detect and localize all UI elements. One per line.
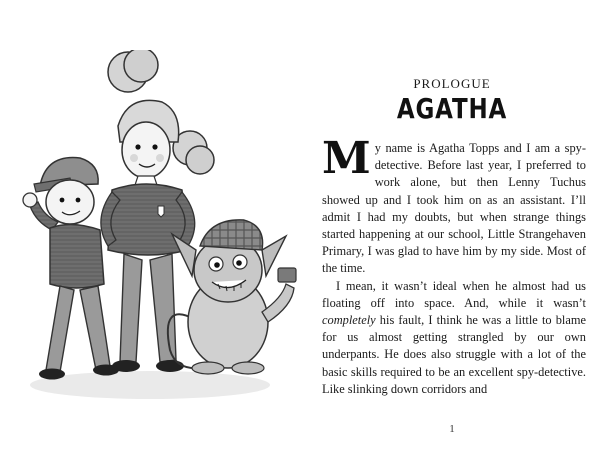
paragraph-2-text-b: his fault, I think he was a little to blame for us almost getting strangled by our own underpants. He does also struggle with a lot of the basic skills required to be an excellent spy-detective. Like slinking down corridors and [322,313,586,396]
paragraph-1 [322,133,586,278]
paragraph-1-text: y name is Agatha Topps and I am a spy-detective. Before last year, I preferred to work alone, but then Lenny Tuchus showed up and I took him on as an assistant. I’ll admit I had my doubts, but when strange things started happening at our school, Little Strangehaven Primary, I was glad to have him by my side. Most of the time. [322,141,586,276]
prologue-label: PROLOGUE [413,76,491,91]
chapter-title: AGATHA [396,92,508,125]
illustration [0,50,300,410]
lenny-figure [23,158,119,380]
right-page [318,0,586,461]
body-text [322,133,586,398]
paragraph-2 [322,278,586,398]
page-number: 1 [449,423,455,435]
drop-cap: M [322,133,371,184]
paragraph-2-text-a: I mean, it wasn’t ideal when he almost had us floating off into space. And, while it wasn’t [322,278,586,310]
paragraph-2-emphasis: completely [322,313,376,328]
